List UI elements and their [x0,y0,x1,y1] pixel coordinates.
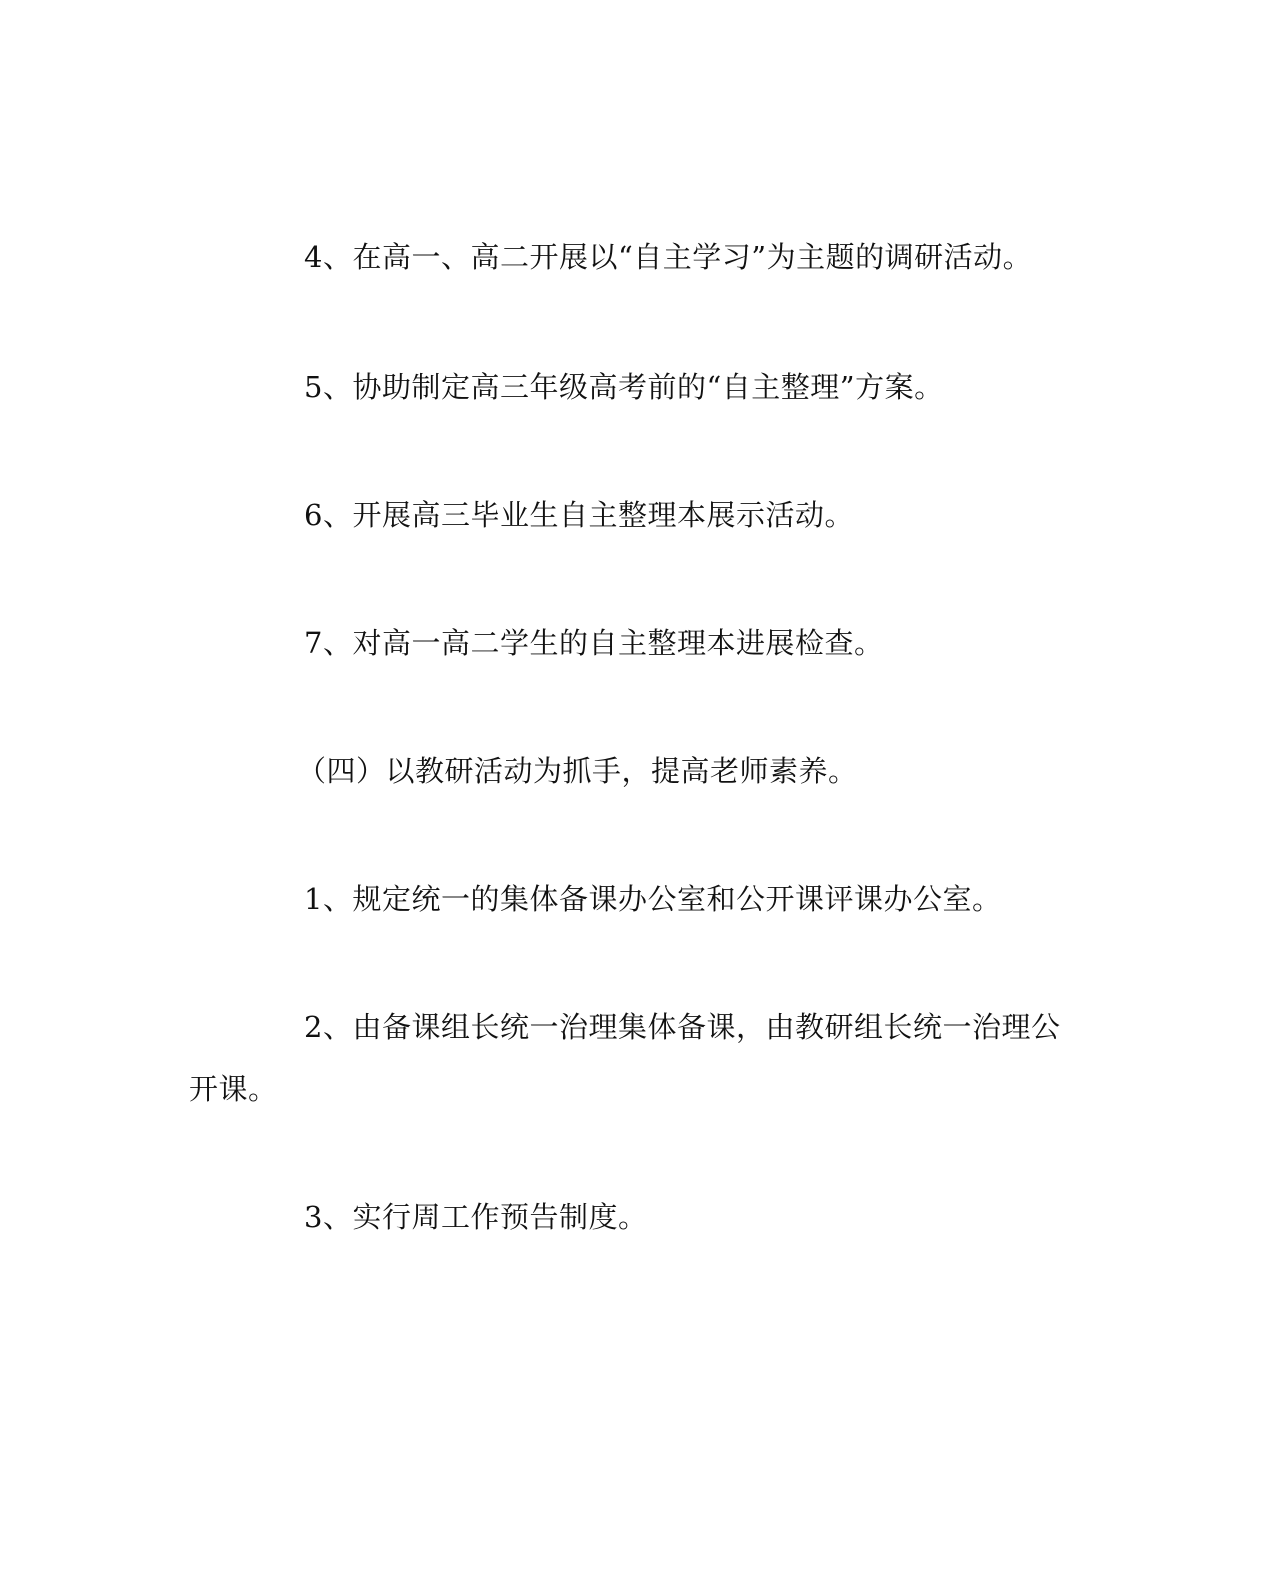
paragraph-item-7: 7、对高一高二学生的自主整理本进展检查。 [304,626,884,660]
paragraph-item-4: 4、在高一、高二开展以“自主学习”为主题的调研活动。 [304,240,1033,274]
paragraph-item-5: 5、协助制定高三年级高考前的“自主整理”方案。 [304,370,944,404]
section-heading-4: （四）以教研活动为抓手，提高老师素养。 [297,754,858,788]
paragraph-item-2: 2、由备课组长统一治理集体备课，由教研组长统一治理公开课。 [189,1010,1061,1106]
paragraph-item-3: 3、实行周工作预告制度。 [304,1200,648,1234]
paragraph-item-1: 1、规定统一的集体备课办公室和公开课评课办公室。 [304,882,1002,916]
paragraph-item-6: 6、开展高三毕业生自主整理本展示活动。 [304,498,854,532]
